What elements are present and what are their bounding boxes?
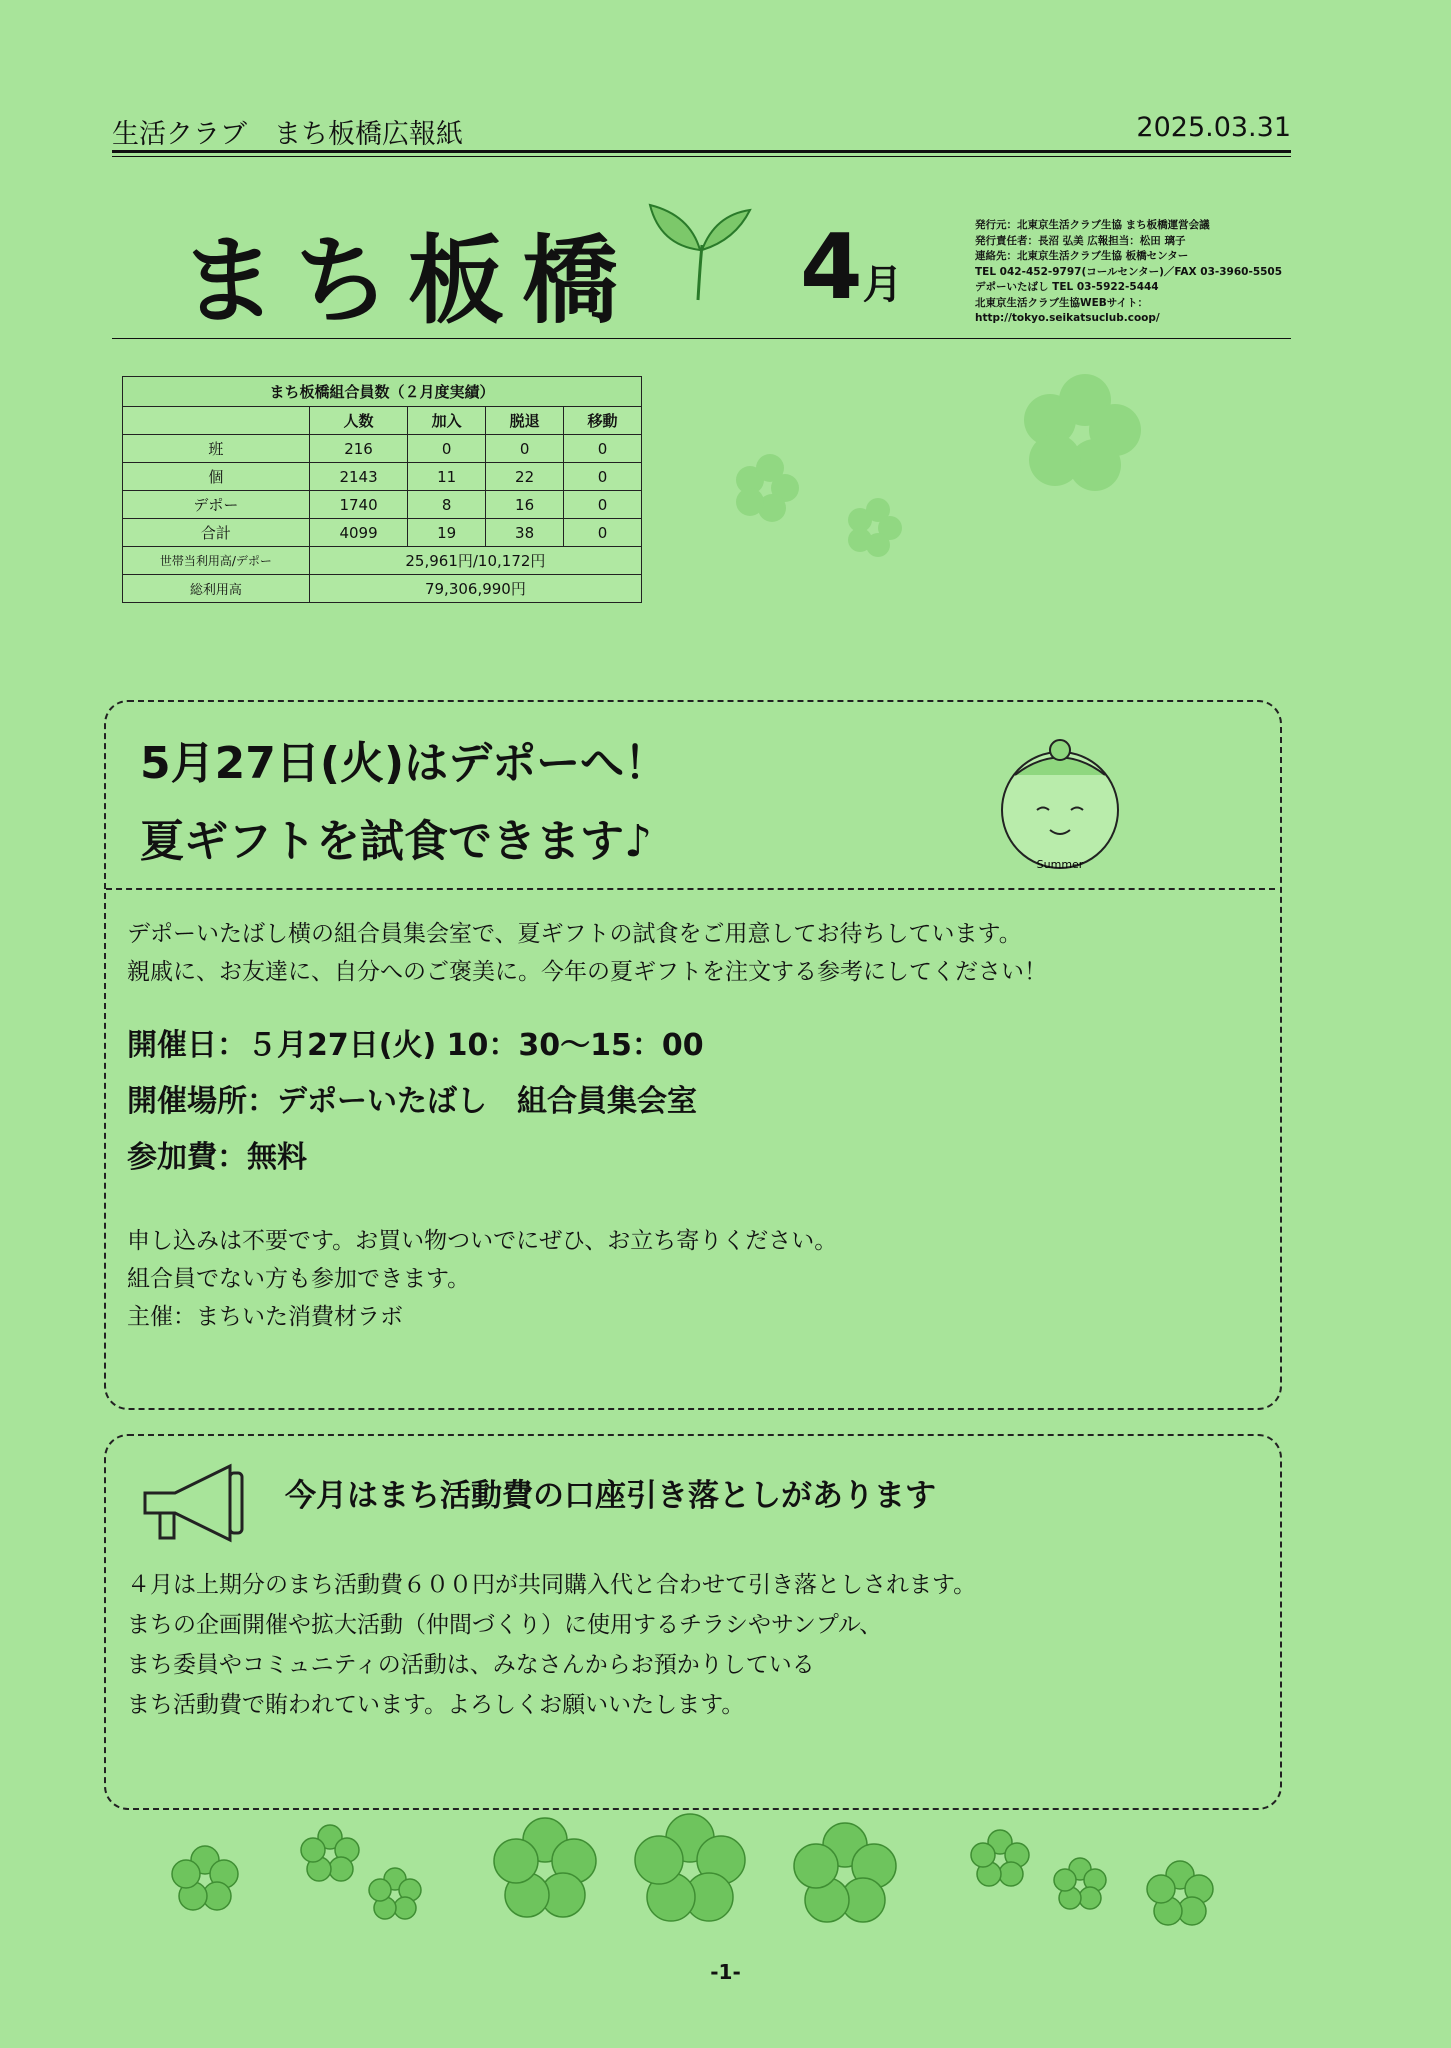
members-table-caption: まち板橋組合員数（２月度実績） [122,376,642,406]
table-row: デポー 1740 8 16 0 [123,491,642,519]
issue-month: 4月 [800,215,903,320]
table-row: 合計 4099 19 38 0 [123,519,642,547]
tasting-notes: 申し込みは不要です。お買い物ついでにぜひ、お立ち寄りください。 組合員でない方も参加できます。 主催：まちいた消費材ラボ [127,1228,838,1330]
table-row-total: 総利用高 79,306,990円 [123,575,642,603]
flowers-decoration-icon [0,1800,1451,1950]
flower-decoration-icon [690,360,1290,580]
members-table [122,376,642,603]
page-number: -1- [710,1960,741,1984]
event-fee: 参加費：無料 [127,1140,307,1175]
mascot-icon [975,720,1145,880]
newsletter-title: まち板橋 [180,225,636,337]
tasting-intro: デポーいたばし横の組合員集会室で、夏ギフトの試食をご用意してお待ちしています。 親戚に、お友達に、自分へのご褒美に。今年の夏ギフトを注文する参考にしてください！ [127,921,1047,985]
header-rule-thin [112,156,1291,157]
table-row-usage: 世帯当利用高/デポー 25,961円/10,172円 [123,547,642,575]
org-label: 生活クラブ まち板橋広報紙 [112,119,463,150]
activity-fee-headline: 今月はまち活動費の口座引き落としがあります [285,1478,936,1514]
table-row: 班 216 0 0 0 [123,435,642,463]
megaphone-icon [135,1458,255,1548]
table-row: 個 2143 11 22 0 [123,463,642,491]
table-header-row: 人数 加入 脱退 移動 [123,407,642,435]
header-rule [112,150,1291,153]
event-details [127,1018,704,1186]
publisher-info: 発行元：北東京生活クラブ生協 まち板橋運営会議 発行責任者：長沼 弘美 広報担当：松田 璃子 連絡先：北東京生活クラブ生協 板橋センター TEL 042-452-9797(コールセンター)／FAX 03-3960-5505 デポーいたばし TEL 03-5922-5444 北東京生活クラブ生協WEBサイト： http://tokyo.seikatsuclub.coop/ [975,219,1283,324]
tasting-headline: 5月27日(火)はデポーへ！ 夏ギフトを試食できます♪ [140,738,669,867]
event-place: 開催場所：デポーいたばし 組合員集会室 [127,1084,697,1119]
activity-fee-body: ４月は上期分のまち活動費６００円が共同購入代と合わせて引き落としされます。 まちの企画開催や拡大活動（仲間づくり）に使用するチラシやサンプル、 まち委員やコミュニティの活動は、みなさんからお預かりしている まち活動費で賄われています。よろしくお願いいたします。 [127,1572,977,1718]
header-bottom-rule [112,338,1291,339]
box-divider [106,888,1275,890]
sprout-icon [640,195,760,305]
event-date: 開催日：５月27日(火) 10：30～15：00 [127,1028,704,1063]
svg-text:Summer: Summer [1036,858,1084,871]
issue-date: 2025.03.31 [1136,112,1291,143]
